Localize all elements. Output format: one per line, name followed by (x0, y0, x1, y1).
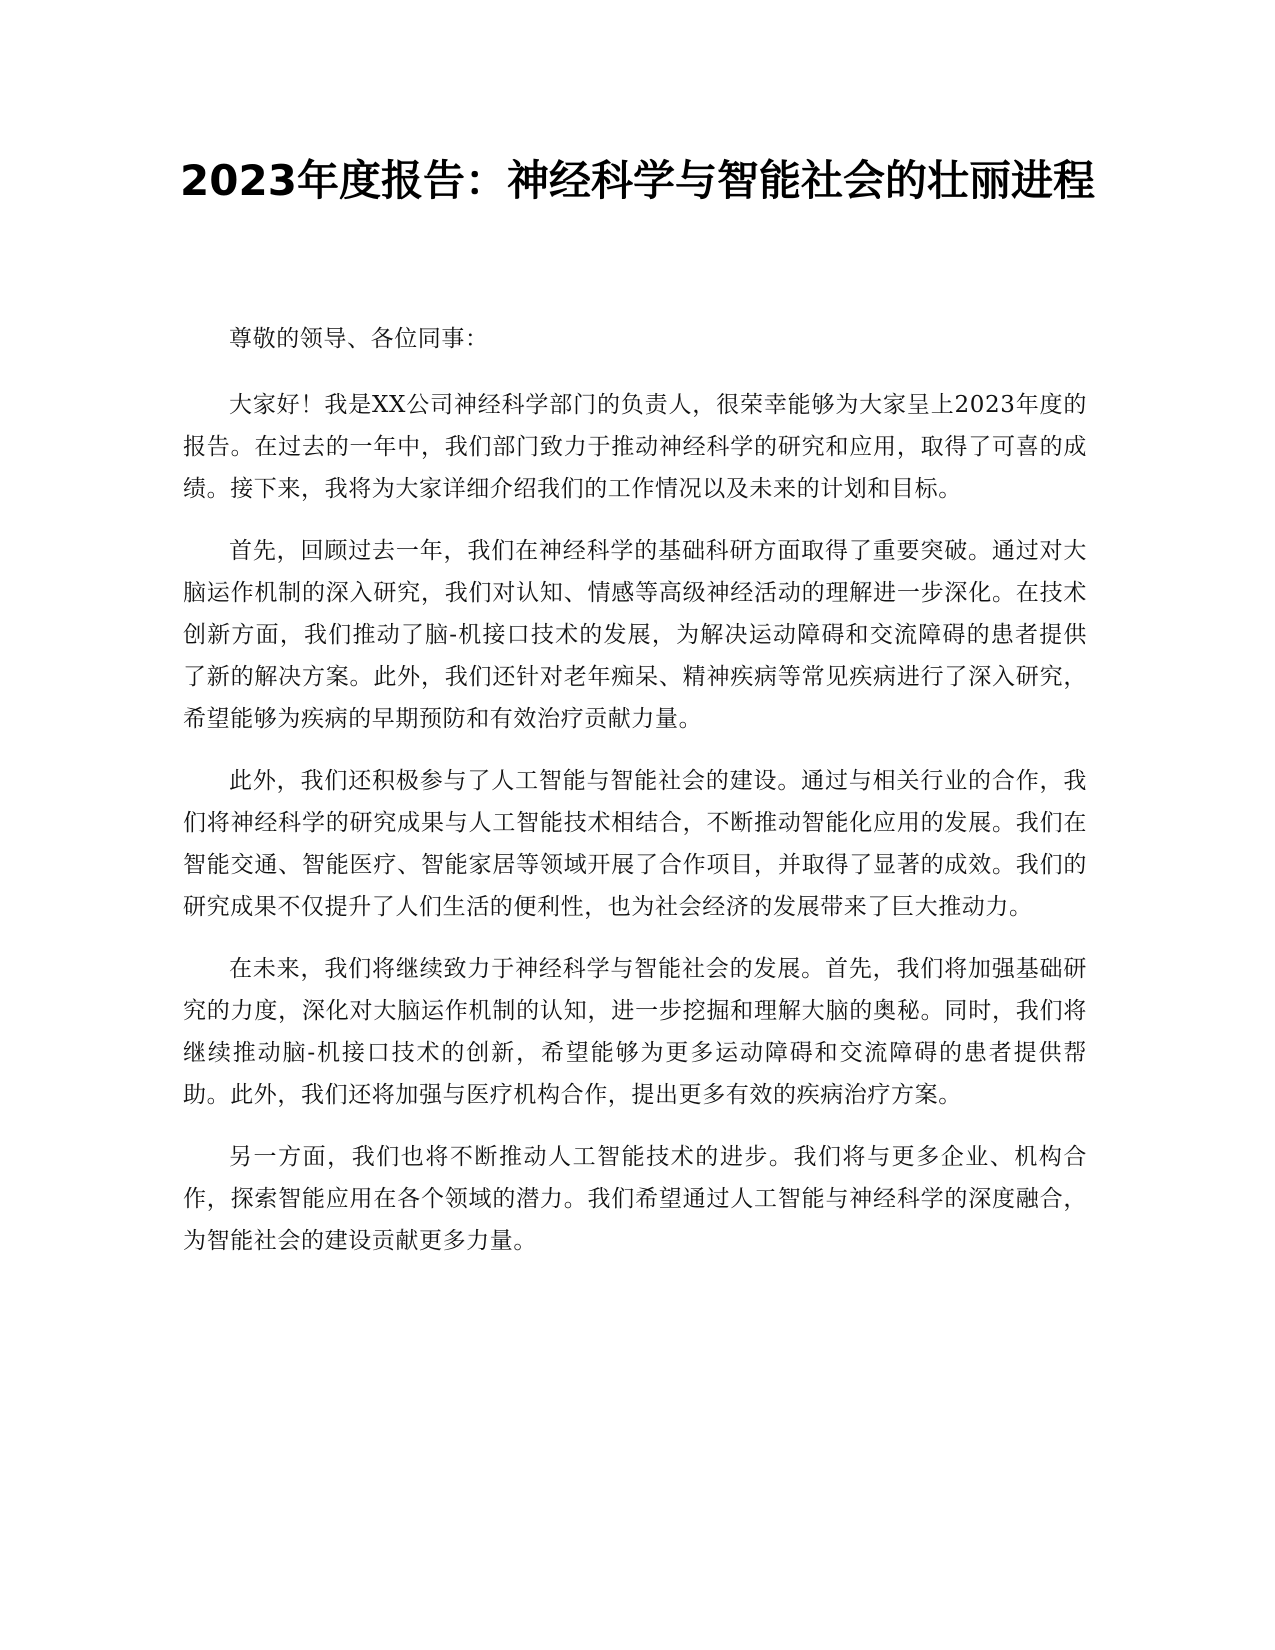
paragraph-ai-progress: 另一方面，我们也将不断推动人工智能技术的进步。我们将与更多企业、机构合作，探索智能应用在各个领域的潜力。我们希望通过人工智能与神经科学的深度融合，为智能社会的建设贡献更多力量。 (183, 1144, 1087, 1254)
salutation: 尊敬的领导、各位同事： (229, 326, 489, 352)
document-body (183, 318, 1087, 1282)
paragraph-ai-society: 此外，我们还积极参与了人工智能与智能社会的建设。通过与相关行业的合作，我们将神经科学的研究成果与人工智能技术相结合，不断推动智能化应用的发展。我们在智能交通、智能医疗、智能家居等领域开展了合作项目，并取得了显著的成效。我们的研究成果不仅提升了人们生活的便利性，也为社会经济的发展带来了巨大推动力。 (183, 768, 1087, 920)
paragraph-intro: 大家好！我是XX公司神经科学部门的负责人，很荣幸能够为大家呈上2023年度的报告。在过去的一年中，我们部门致力于推动神经科学的研究和应用，取得了可喜的成绩。接下来，我将为大家详细介绍我们的工作情况以及未来的计划和目标。 (183, 392, 1087, 502)
paragraph-future: 在未来，我们将继续致力于神经科学与智能社会的发展。首先，我们将加强基础研究的力度，深化对大脑运作机制的认知，进一步挖掘和理解大脑的奥秘。同时，我们将继续推动脑-机接口技术的创新，希望能够为更多运动障碍和交流障碍的患者提供帮助。此外，我们还将加强与医疗机构合作，提出更多有效的疾病治疗方案。 (183, 956, 1087, 1108)
document-title: 2023年度报告：神经科学与智能社会的壮丽进程 (180, 156, 1095, 205)
paragraph-review: 首先，回顾过去一年，我们在神经科学的基础科研方面取得了重要突破。通过对大脑运作机制的深入研究，我们对认知、情感等高级神经活动的理解进一步深化。在技术创新方面，我们推动了脑-机接口技术的发展，为解决运动障碍和交流障碍的患者提供了新的解决方案。此外，我们还针对老年痴呆、精神疾病等常见疾病进行了深入研究，希望能够为疾病的早期预防和有效治疗贡献力量。 (183, 538, 1087, 732)
